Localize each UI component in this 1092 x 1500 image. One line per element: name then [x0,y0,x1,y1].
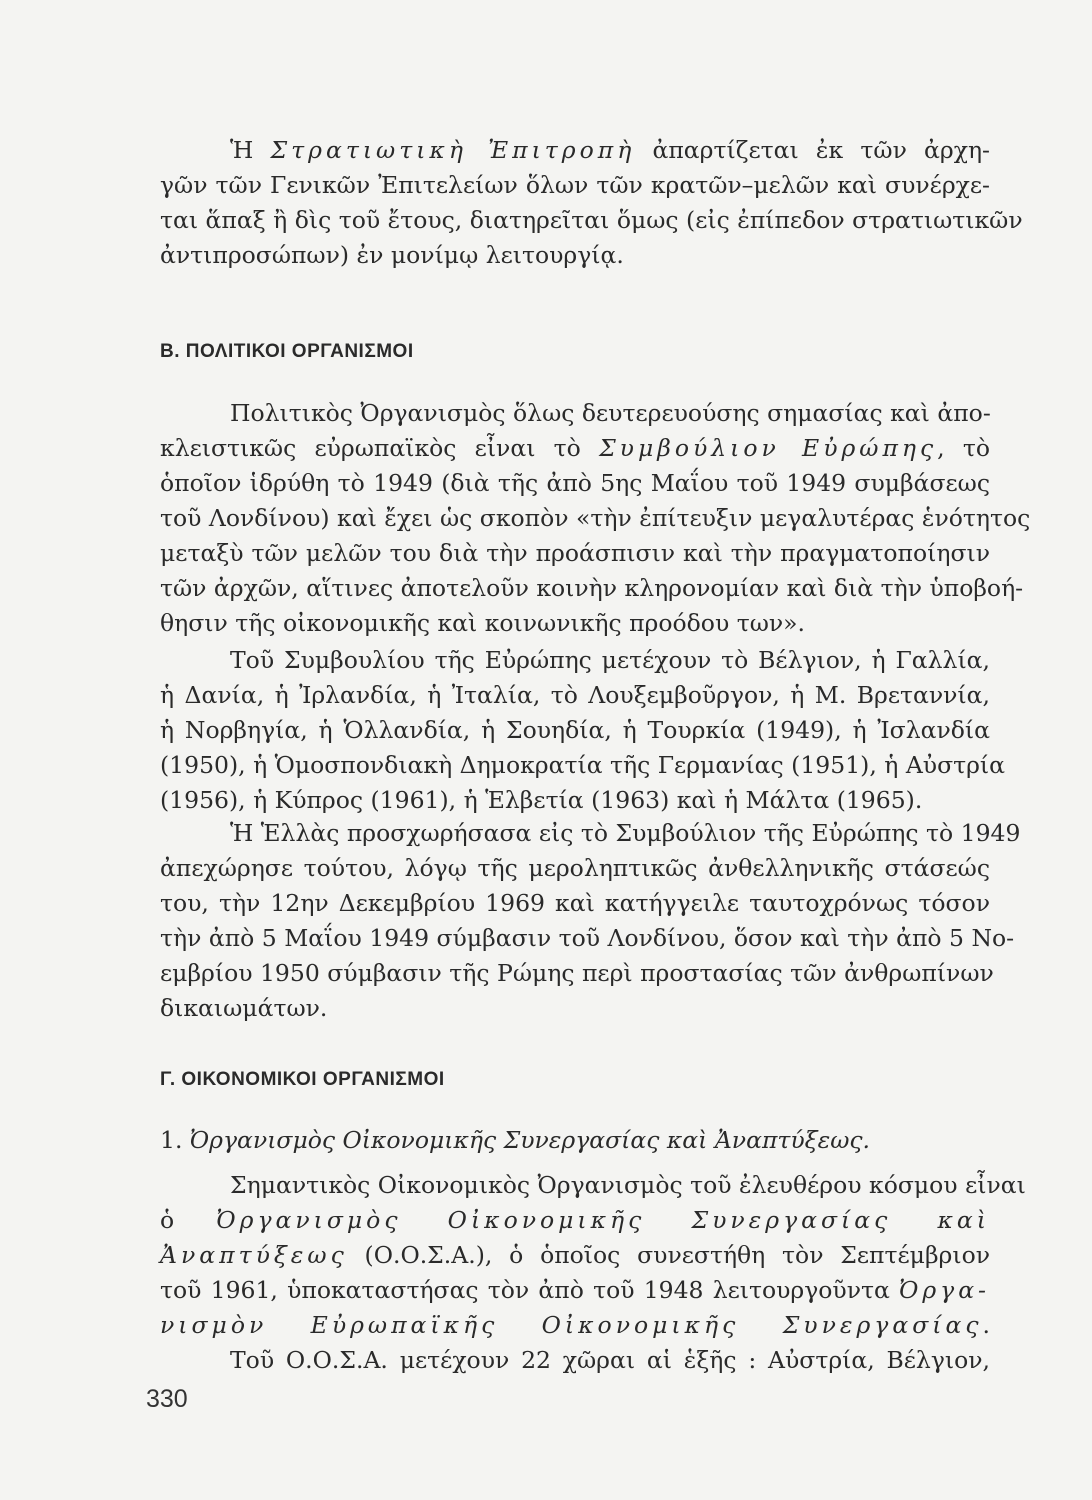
paragraph-2-line: Πολιτικὸς Ὀργανισμὸς ὅλως δευτερευούσης σημασίας καὶ ἀπο- [230,399,991,427]
paragraph-4-line: ἀπεχώρησε τούτου, λόγῳ τῆς μεροληπτικῶς ἀνθελληνικῆς στάσεώς [160,854,990,882]
subsection-title [160,1125,990,1155]
paragraph-1-line: ἀντιπροσώπων) ἐν μονίμῳ λειτουργίᾳ. [160,241,624,269]
spaced-term: Ὀργα- [899,1276,990,1304]
paragraph-1-line [230,135,990,165]
paragraph-4-line: Ἡ Ἑλλὰς προσχωρήσασα εἰς τὸ Συμβούλιον τῆς Εὐρώπης τὸ 1949 [230,819,1021,847]
subsection-number: 1. [160,1126,190,1154]
paragraph-5-line [160,1240,990,1270]
spaced-term: Ἀναπτύξεως [160,1241,348,1269]
paragraph-3-line: (1950), ἡ Ὁμοσπονδιακὴ Δημοκρατία τῆς Γερμανίας (1951), ἡ Αὐστρία [160,751,1006,779]
paragraph-3-line: (1956), ἡ Κύπρος (1961), ἡ Ἑλβετία (1963) καὶ ἡ Μάλτα (1965). [160,786,923,814]
spaced-term: Ὀργανισμὸς Οἰκονομικῆς Συνεργασίας καὶ [216,1206,990,1234]
section-heading-g: Γ. ΟΙΚΟΝΟΜΙΚΟΙ ΟΡΓΑΝΙΣΜΟΙ [160,1069,445,1090]
text-span: ὁ [160,1206,217,1234]
paragraph-2-line: τῶν ἀρχῶν, αἵτινες ἀποτελοῦν κοινὴν κληρονομίαν καὶ διὰ τὴν ὑποβοή- [160,574,1024,602]
paragraph-3-line: ἡ Νορβηγία, ἡ Ὁλλανδία, ἡ Σουηδία, ἡ Τουρκία (1949), ἡ Ἰσλανδία [160,716,990,744]
paragraph-5-line [160,1310,990,1340]
spaced-term: νισμὸν Εὐρωπαϊκῆς Οἰκονομικῆς Συνεργασίας [160,1311,983,1339]
paragraph-1-line: ται ἅπαξ ἢ δὶς τοῦ ἔτους, διατηρεῖται ὅμως (εἰς ἐπίπεδον στρατιωτικῶν [160,206,1023,234]
paragraph-2-line [160,433,990,463]
paragraph-4-line: του, τὴν 12ην Δεκεμβρίου 1969 καὶ κατήγγειλε ταυτοχρόνως τόσον [160,889,990,917]
paragraph-5-line [160,1275,990,1305]
paragraph-2-line: θησιν τῆς οἰκονομικῆς καὶ κοινωνικῆς προόδου των». [160,609,806,637]
text-span: ἀπαρτίζεται ἐκ τῶν ἀρχη- [635,136,990,164]
paragraph-1-line: γῶν τῶν Γενικῶν Ἐπιτελείων ὅλων τῶν κρατῶν–μελῶν καὶ συνέρχε- [160,171,990,199]
paragraph-3-line: ἡ Δανία, ἡ Ἰρλανδία, ἡ Ἰταλία, τὸ Λουξεμβοῦργον, ἡ Μ. Βρεταννία, [160,681,990,709]
text-span: Ἡ [230,136,271,164]
paragraph-2-line: μεταξὺ τῶν μελῶν του διὰ τὴν προάσπισιν καὶ τὴν πραγματοποίησιν [160,539,990,567]
text-span: (Ο.Ο.Σ.Α.), ὁ ὁποῖος συνεστήθη τὸν Σεπτέμβριον [347,1241,990,1269]
paragraph-2-line: τοῦ Λονδίνου) καὶ ἔχει ὡς σκοπὸν «τὴν ἐπίτευξιν μεγαλυτέρας ἑνότητος [160,504,1031,532]
text-span: , τὸ [937,434,990,462]
subsection-title-text: Ὀργανισμὸς Οἰκονομικῆς Συνεργασίας καὶ Ἀναπτύξεως. [189,1126,871,1154]
paragraph-5-line: Τοῦ Ο.Ο.Σ.Α. μετέχουν 22 χῶραι αἱ ἑξῆς : Αὐστρία, Βέλγιον, [230,1346,990,1374]
page-number: 330 [146,1385,188,1413]
section-heading-b: Β. ΠΟΛΙΤΙΚΟΙ ΟΡΓΑΝΙΣΜΟΙ [160,341,414,362]
paragraph-4-line: εμβρίου 1950 σύμβασιν τῆς Ρώμης περὶ προστασίας τῶν ἀνθρωπίνων [160,959,994,987]
paragraph-5-line: Σημαντικὸς Οἰκονομικὸς Ὀργανισμὸς τοῦ ἐλευθέρου κόσμου εἶναι [230,1171,1026,1199]
spaced-term: Συμβούλιον Εὐρώπης [599,434,938,462]
text-span: κλειστικῶς εὐρωπαϊκὸς εἶναι τὸ [160,434,600,462]
paragraph-4-line: τὴν ἀπὸ 5 Μαΐου 1949 σύμβασιν τοῦ Λονδίνου, ὅσον καὶ τὴν ἀπὸ 5 Νο- [160,924,1015,952]
paragraph-3-line: Τοῦ Συμβουλίου τῆς Εὐρώπης μετέχουν τὸ Βέλγιον, ἡ Γαλλία, [230,646,990,674]
paragraph-2-line: ὁποῖον ἱδρύθη τὸ 1949 (διὰ τῆς ἀπὸ 5ης Μαΐου τοῦ 1949 συμβάσεως [160,469,990,497]
paragraph-4-line: δικαιωμάτων. [160,994,328,1022]
text-span: τοῦ 1961, ὑποκαταστήσας τὸν ἀπὸ τοῦ 1948 λειτουργοῦντα [160,1276,900,1304]
paragraph-5-line [160,1205,990,1235]
text-span: . [982,1311,990,1339]
spaced-term: Στρατιωτικὴ Ἐπιτροπὴ [270,136,636,164]
